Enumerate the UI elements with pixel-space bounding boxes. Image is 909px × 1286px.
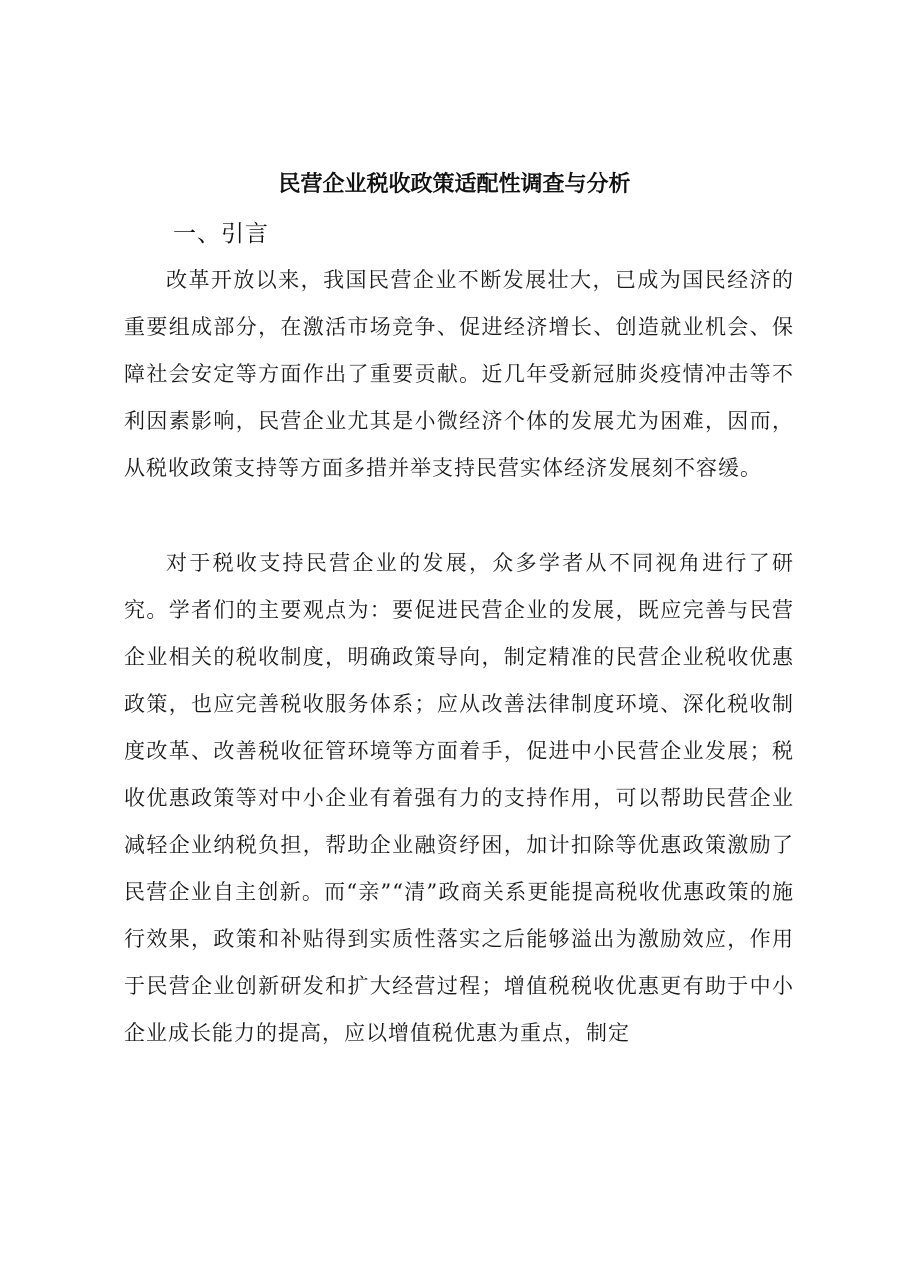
paragraph-2: 对于税收支持民营企业的发展，众多学者从不同视角进行了研究。学者们的主要观点为：要促进民营企业的发展，既应完善与民营企业相关的税收制度，明确政策导向，制定精准的民营企业税收优惠政策，也应完善税收服务体系；应从改善法律制度环境、深化税收制度改革、改善税收征管环境等方面着手，促进中小民营企业发展；税收优惠政策等对中小企业有着强有力的支持作用，可以帮助民营企业减轻企业纳税负担，帮助企业融资纾困，加计扣除等优惠政策激励了民营企业自主创新。而“亲”“清”政商关系更能提高税收优惠政策的施行效果，政策和补贴得到实质性落实之后能够溢出为激励效应，作用于民营企业创新研发和扩大经营过程；增值税税收优惠更有助于中小企业成长能力的提高，应以增值税优惠为重点，制定 [124,551,794,1045]
paragraph-1: 改革开放以来，我国民营企业不断发展壮大，已成为国民经济的重要组成部分，在激活市场竞争、促进经济增长、创造就业机会、保障社会安定等方面作出了重要贡献。近几年受新冠肺炎疫情冲击等不利因素影响，民营企业尤其是小微经济个体的发展尤为困难，因而，从税收政策支持等方面多措并举支持民营实体经济发展刻不容缓。 [124,268,794,480]
document-title: 民营企业税收政策适配性调查与分析 [278,171,631,197]
section-heading-introduction: 一、引言 [173,221,269,247]
